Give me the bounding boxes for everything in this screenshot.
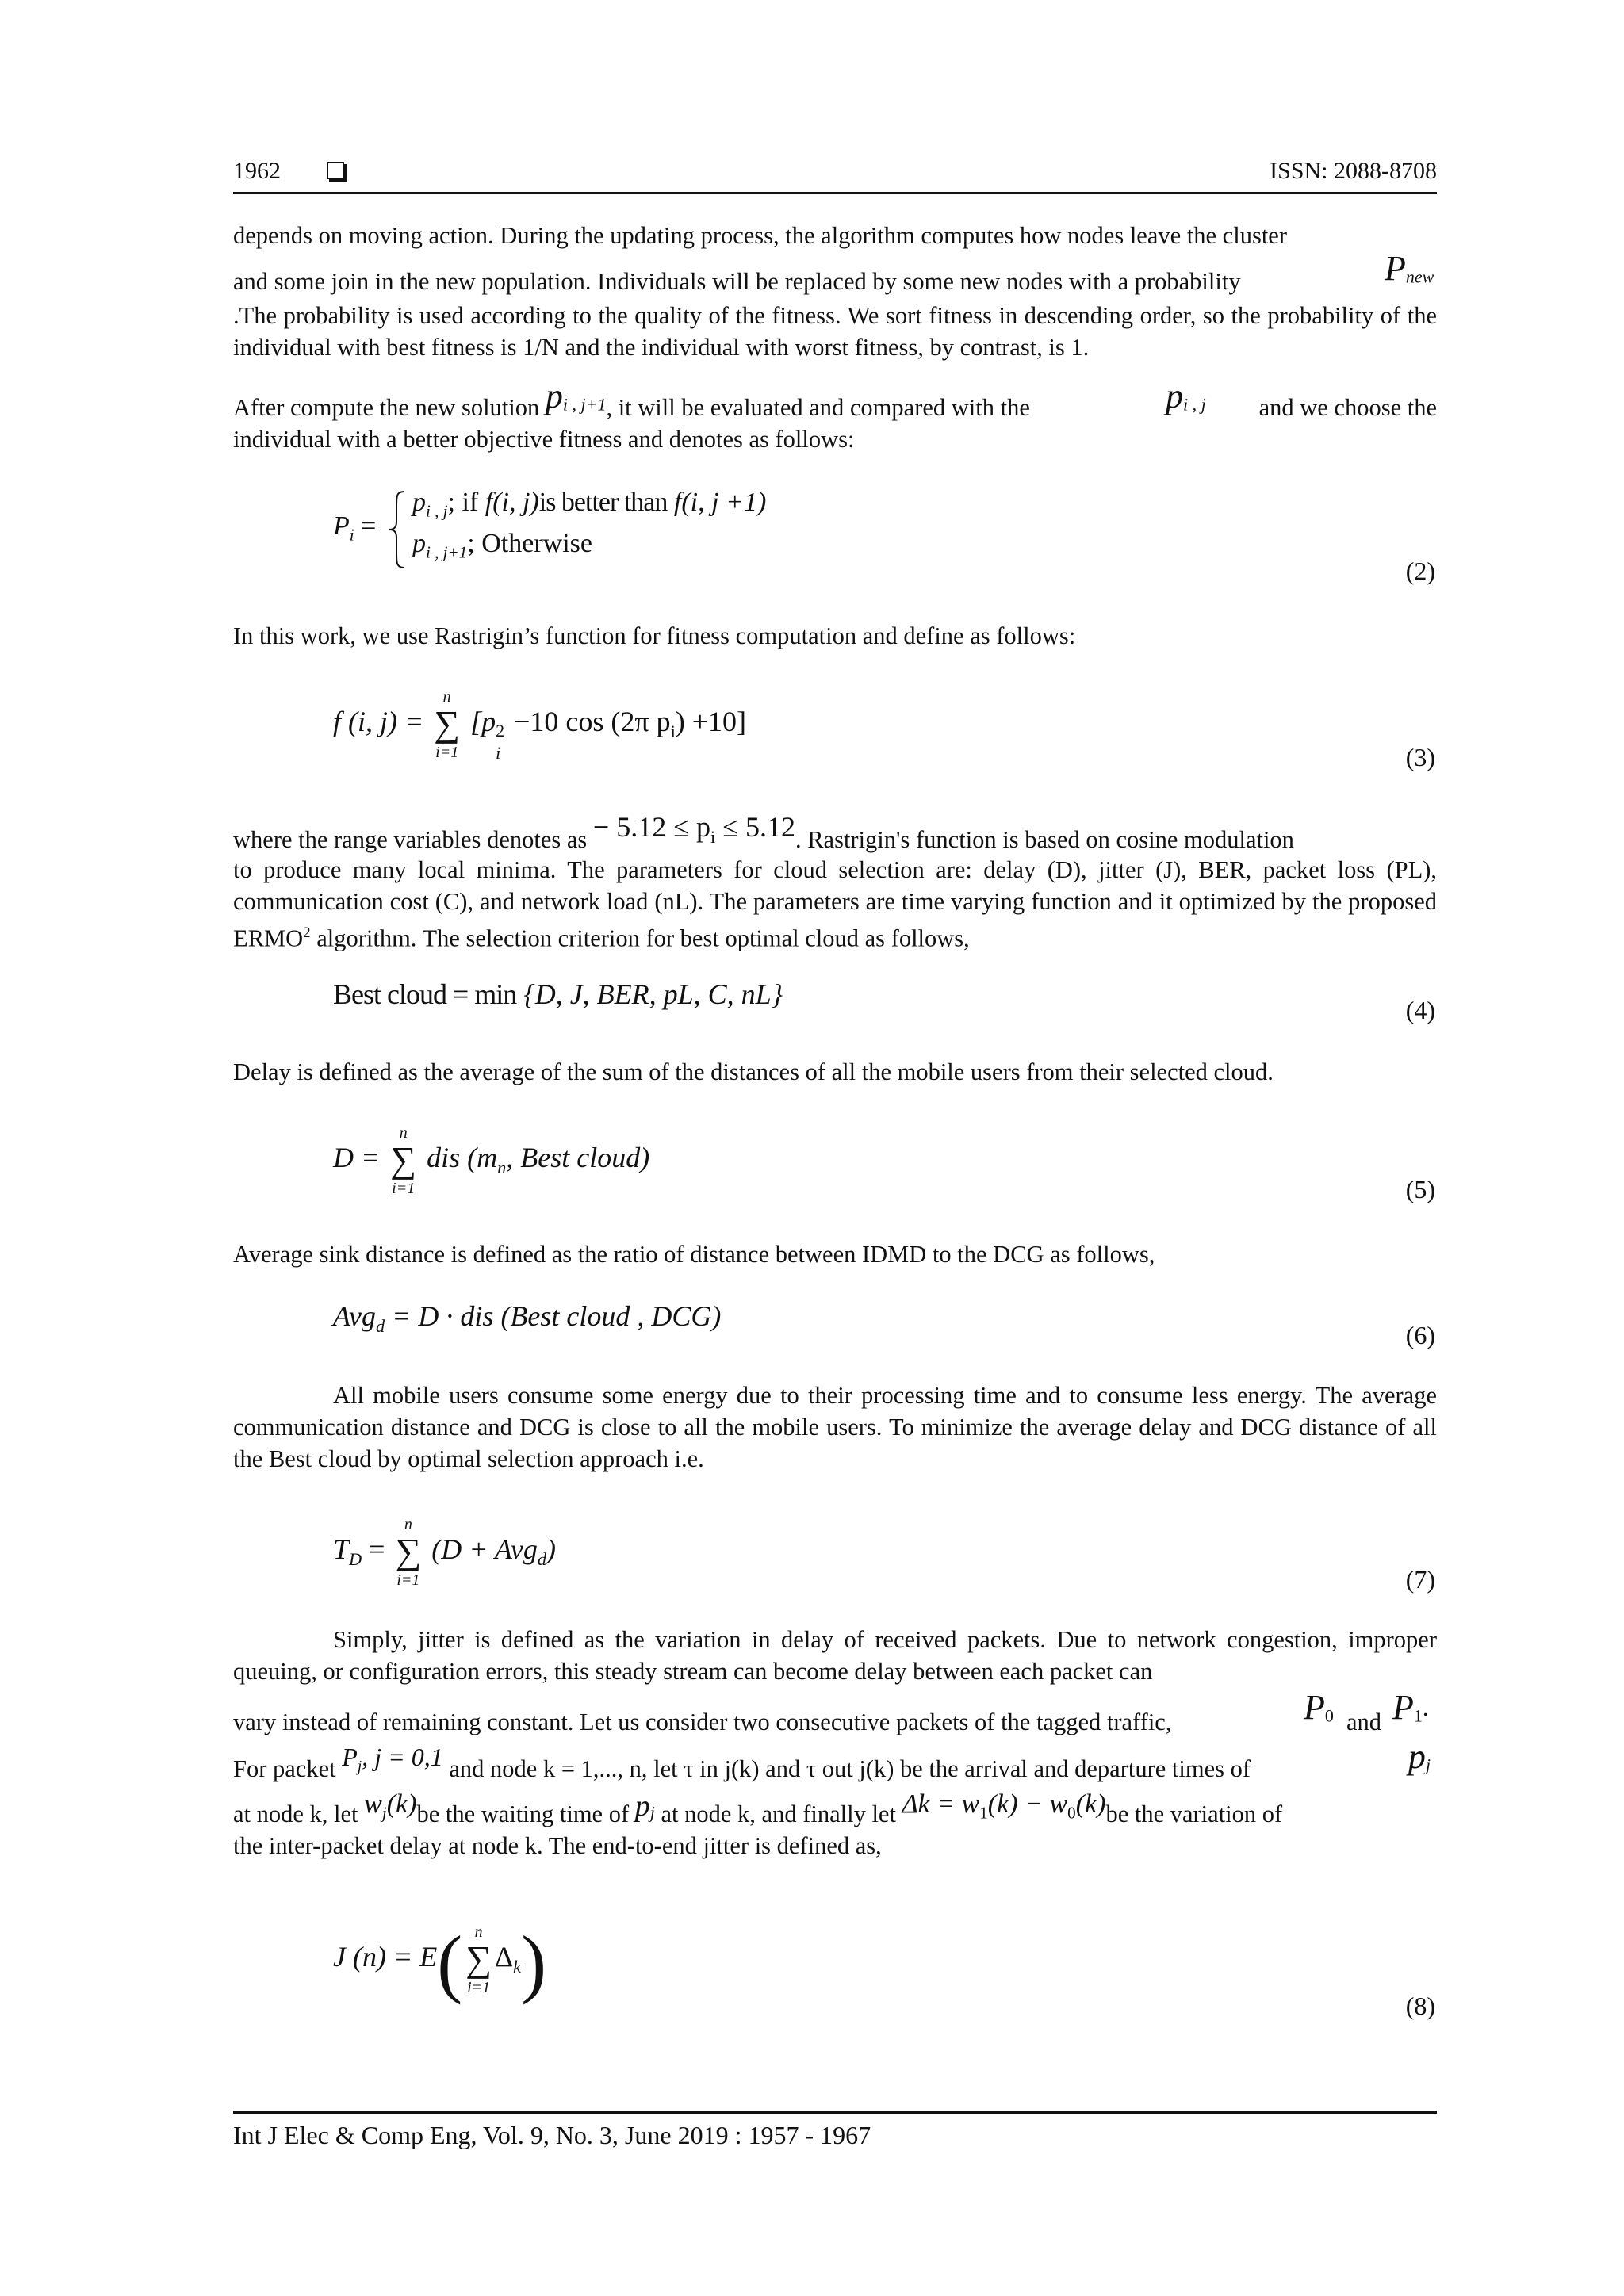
eq2-number: (2)	[1405, 557, 1435, 585]
pj-rest: , j = 0,1	[362, 1743, 443, 1771]
eq6-number: (6)	[1405, 1321, 1435, 1349]
eq2-case1	[412, 485, 766, 528]
equation-7	[333, 1516, 557, 1589]
equation-5	[333, 1124, 650, 1197]
eq8-lhs: J (n) = E	[333, 1941, 438, 1973]
eq8-sum-top: n	[474, 1923, 483, 1941]
p1-period: .	[1422, 1694, 1429, 1721]
eq6-sub: d	[375, 1315, 385, 1336]
eq2-lhs	[333, 509, 376, 552]
pj2-symbol	[1408, 1737, 1431, 1781]
para3-rest	[233, 854, 1437, 954]
eq4-number: (4)	[1405, 996, 1435, 1024]
dk-mid: (k) − w	[987, 1789, 1068, 1819]
p0-symbol	[1304, 1688, 1334, 1732]
eq3-body-c: ) +10]	[675, 706, 747, 737]
equation-3	[333, 688, 747, 763]
para7-and: and	[1346, 1709, 1382, 1735]
pj-expression	[342, 1743, 443, 1775]
eq8-delta: Δ	[495, 1941, 514, 1973]
p-new-base: P	[1385, 249, 1406, 288]
eq7-sum-top: n	[404, 1516, 412, 1533]
delta-k-expression	[902, 1789, 1106, 1823]
pj-base: P	[342, 1743, 358, 1771]
paragraph-1	[233, 220, 1437, 251]
eq2-lhs-symbol: P	[333, 511, 350, 541]
p1-base: P	[1392, 1688, 1414, 1727]
eq2-case2-p: p	[412, 529, 426, 558]
eq2-case2-sub: i , j+1	[426, 542, 468, 562]
eq5-body-a: dis (m	[427, 1142, 498, 1173]
p-ij-symbol	[1166, 377, 1206, 421]
eq4-lhs: Best cloud = min	[333, 978, 517, 1010]
para6-text: All mobile users consume some energy due to their processing time and to consume less energy. The average communication distance and DCG is close to all the mobile users. To minimize the average delay and DCG distance of all the Best cloud by optimal selection approach i.e.	[233, 1382, 1437, 1472]
right-paren-icon: )	[521, 1920, 547, 2005]
eq2-case1-if: ; if	[447, 488, 479, 517]
eq3-body-a: [p	[470, 706, 496, 737]
pj3-sub: j	[649, 1802, 655, 1823]
p-ij1-sub: i , j+1	[562, 394, 607, 415]
eq3-sum-bot: i=1	[435, 744, 459, 761]
p0-sub: 0	[1324, 1705, 1334, 1726]
para1-line4a: After compute the new solution	[233, 394, 540, 421]
eq2-case2	[412, 526, 592, 569]
p-ij1-symbol	[545, 377, 607, 415]
paragraph-7	[233, 1624, 1437, 1687]
summation-icon: ∑ n i=1	[434, 688, 461, 761]
dk-a: Δk = w	[902, 1789, 980, 1819]
page-number: 1962	[233, 158, 281, 184]
summation-icon: ∑ n i=1	[465, 1923, 492, 1996]
eq7-body-sub: d	[537, 1548, 547, 1569]
paragraph-7-line4	[233, 1737, 1437, 1793]
eq2-case2-text: ; Otherwise	[467, 529, 592, 558]
eq7-equals: =	[362, 1533, 385, 1565]
para1-line3: .The probability is used according to the quality of the fitness. We sort fitness in descending order, so the probability of the individual with best fitness is 1/N and the individual with worst fitness, by contrast, is 1.	[233, 302, 1437, 361]
pj2-base: p	[1408, 1737, 1426, 1776]
eq3-body-b: −10 cos (2π p	[507, 706, 671, 737]
para3-rest-a: to produce many local minima. The parameters for cloud selection are: delay (D), jitter (J), BER, packet loss (PL), communication cost (C), and network load (nL). The parameters are time varying function and it optimized by the proposed ERMO	[233, 856, 1437, 952]
eq3-number: (3)	[1405, 743, 1435, 771]
para3-line1a: where the range variables denotes as	[233, 826, 588, 853]
para4-text: Delay is defined as the average of the sum of the distances of all the mobile users from their selected cloud.	[233, 1058, 1274, 1085]
eq8-sum-bot: i=1	[467, 1979, 491, 1996]
range-a: − 5.12 ≤ p	[592, 811, 710, 843]
left-paren-icon: (	[437, 1920, 463, 2005]
paragraph-5	[233, 1238, 1437, 1270]
dk-s1: 1	[979, 1803, 988, 1823]
footer-citation: Int J Elec & Comp Eng, Vol. 9, No. 3, June 2019 : 1957 - 1967	[233, 2121, 871, 2149]
para7-line4a: For packet	[233, 1755, 336, 1782]
range-end: ≤ 5.12	[715, 811, 795, 843]
eq2-case1-text: is better than	[538, 488, 668, 517]
eq6-rhs: = D · dis (Best cloud , DCG)	[385, 1300, 722, 1332]
para1-line2: and some join in the new population. Individuals will be replaced by some new nodes with a probability	[233, 268, 1241, 295]
para7-line5b: be the waiting time of	[416, 1800, 630, 1827]
eq2-lhs-sub: i	[349, 525, 354, 545]
para7-line5c: at node k, and finally let	[661, 1800, 896, 1827]
eq5-number: (5)	[1405, 1175, 1435, 1203]
issn: ISSN: 2088-8708	[1270, 158, 1437, 184]
para2-text: In this work, we use Rastrigin’s function for fitness computation and define as follows:	[233, 622, 1076, 649]
dk-s0: 0	[1067, 1803, 1076, 1823]
paragraph-7-line3	[233, 1688, 1437, 1738]
para7-line4b: and node k = 1,..., n, let τ in j(k) and τ out j(k) be the arrival and departure times of	[449, 1755, 1251, 1782]
pj-sub: j	[357, 1757, 362, 1775]
eq7-body-a: (D + Avg	[431, 1533, 538, 1565]
range-expression	[592, 811, 795, 847]
dk-end: (k)	[1075, 1789, 1106, 1819]
p-ij-base: p	[1166, 377, 1183, 415]
eq5-sub: n	[497, 1157, 507, 1177]
wj-expression	[364, 1789, 417, 1823]
eq5-sum-bot: i=1	[392, 1180, 416, 1197]
wj-arg: (k)	[386, 1789, 417, 1819]
para3-sup: 2	[303, 924, 311, 941]
eq3-sub2: i	[670, 721, 676, 741]
para7-line5a: at node k, let	[233, 1800, 358, 1827]
para3-rest-b: algorithm. The selection criterion for best optimal cloud as follows,	[310, 924, 970, 952]
eq5-sum-top: n	[399, 1124, 408, 1142]
footer-rule	[233, 2111, 1437, 2114]
eq2-case1-arg2: (i, j +1)	[681, 488, 767, 517]
range-sub: i	[710, 826, 716, 847]
eq8-sub: k	[513, 1956, 522, 1976]
eq4-set: {D, J, BER, pL, C, nL}	[523, 978, 783, 1010]
eq2-case1-sub: i , j	[426, 501, 448, 521]
eq6-lhs: Avg	[333, 1300, 376, 1332]
eq7-lhs: T	[333, 1533, 350, 1565]
left-brace-icon	[387, 490, 408, 569]
paragraph-7-line6	[233, 1830, 1437, 1862]
eq5-body-b: , Best cloud)	[506, 1142, 650, 1173]
eq7-sub: D	[349, 1548, 362, 1569]
paragraph-1-cont	[233, 300, 1437, 363]
eq7-number: (7)	[1405, 1565, 1435, 1594]
eq7-sum-bot: i=1	[396, 1571, 420, 1589]
para7-line3a: vary instead of remaining constant. Let us consider two consecutive packets of the tagged traffic,	[233, 1709, 1172, 1735]
paragraph-6	[233, 1380, 1437, 1475]
p-ij1-base: p	[545, 377, 563, 415]
eq8-number: (8)	[1405, 1992, 1435, 2020]
equation-8	[333, 1920, 547, 2005]
header-rule	[233, 192, 1437, 194]
equation-6	[333, 1299, 721, 1344]
para7-line5d: be the variation of	[1105, 1800, 1283, 1827]
p-ij-sub: i , j	[1183, 394, 1206, 415]
para1-line5: individual with a better objective fitness and denotes as follows:	[233, 426, 855, 453]
equation-4	[333, 977, 783, 1012]
eq2-equals: =	[361, 511, 377, 541]
eq7-body-b: )	[546, 1533, 557, 1565]
pj3-symbol	[634, 1789, 655, 1823]
para3-line1b: . Rastrigin's function is based on cosine modulation	[795, 826, 1294, 853]
para1-line4c: and we choose the	[1258, 394, 1437, 421]
eq3-sum-top: n	[442, 688, 451, 706]
para7-line1: Simply, jitter is defined as the variation in delay of received packets. Due to network congestion, improper queuing, or configuration errors, this steady stream can become delay between each packet can	[233, 1626, 1437, 1685]
summation-icon: ∑ n i=1	[390, 1124, 417, 1197]
page-header	[233, 155, 1437, 187]
p1-symbol	[1392, 1688, 1429, 1732]
eq2-case1-arg: (i, j)	[492, 488, 539, 517]
paragraph-1-line2	[233, 249, 1437, 297]
pj2-sub: j	[1425, 1755, 1431, 1775]
paragraph-3-rest	[233, 854, 1437, 954]
eq2-case1-f2: f	[673, 488, 682, 517]
wj-base: w	[364, 1789, 382, 1819]
eq5-lhs: D =	[333, 1142, 381, 1173]
pj3-base: p	[634, 1789, 650, 1823]
eq3-sub: i	[496, 743, 501, 763]
p-new-symbol	[1385, 249, 1434, 293]
p-new-sub: new	[1405, 266, 1434, 287]
para1-line4b: , it will be evaluated and compared with the	[606, 394, 1030, 421]
summation-icon: ∑ n i=1	[395, 1516, 422, 1589]
paragraph-1-line5	[233, 423, 1437, 455]
square-icon	[327, 162, 344, 179]
p1-sub: 1	[1413, 1705, 1423, 1726]
paragraph-2	[233, 620, 1437, 652]
eq2-case1-p: p	[412, 488, 426, 517]
paragraph-4	[233, 1056, 1437, 1088]
wj-sub: j	[381, 1803, 387, 1823]
para5-text: Average sink distance is defined as the ratio of distance between IDMD to the DCG as follows,	[233, 1241, 1155, 1268]
eq3-sup: 2	[496, 721, 505, 740]
eq2-case1-f: f	[485, 488, 493, 517]
para7-line6: the inter-packet delay at node k. The end-to-end jitter is defined as,	[233, 1832, 882, 1859]
para1-line1: depends on moving action. During the updating process, the algorithm computes how nodes leave the cluster	[233, 222, 1287, 249]
eq3-lhs: f (i, j) =	[333, 706, 424, 737]
p0-base: P	[1304, 1688, 1325, 1727]
